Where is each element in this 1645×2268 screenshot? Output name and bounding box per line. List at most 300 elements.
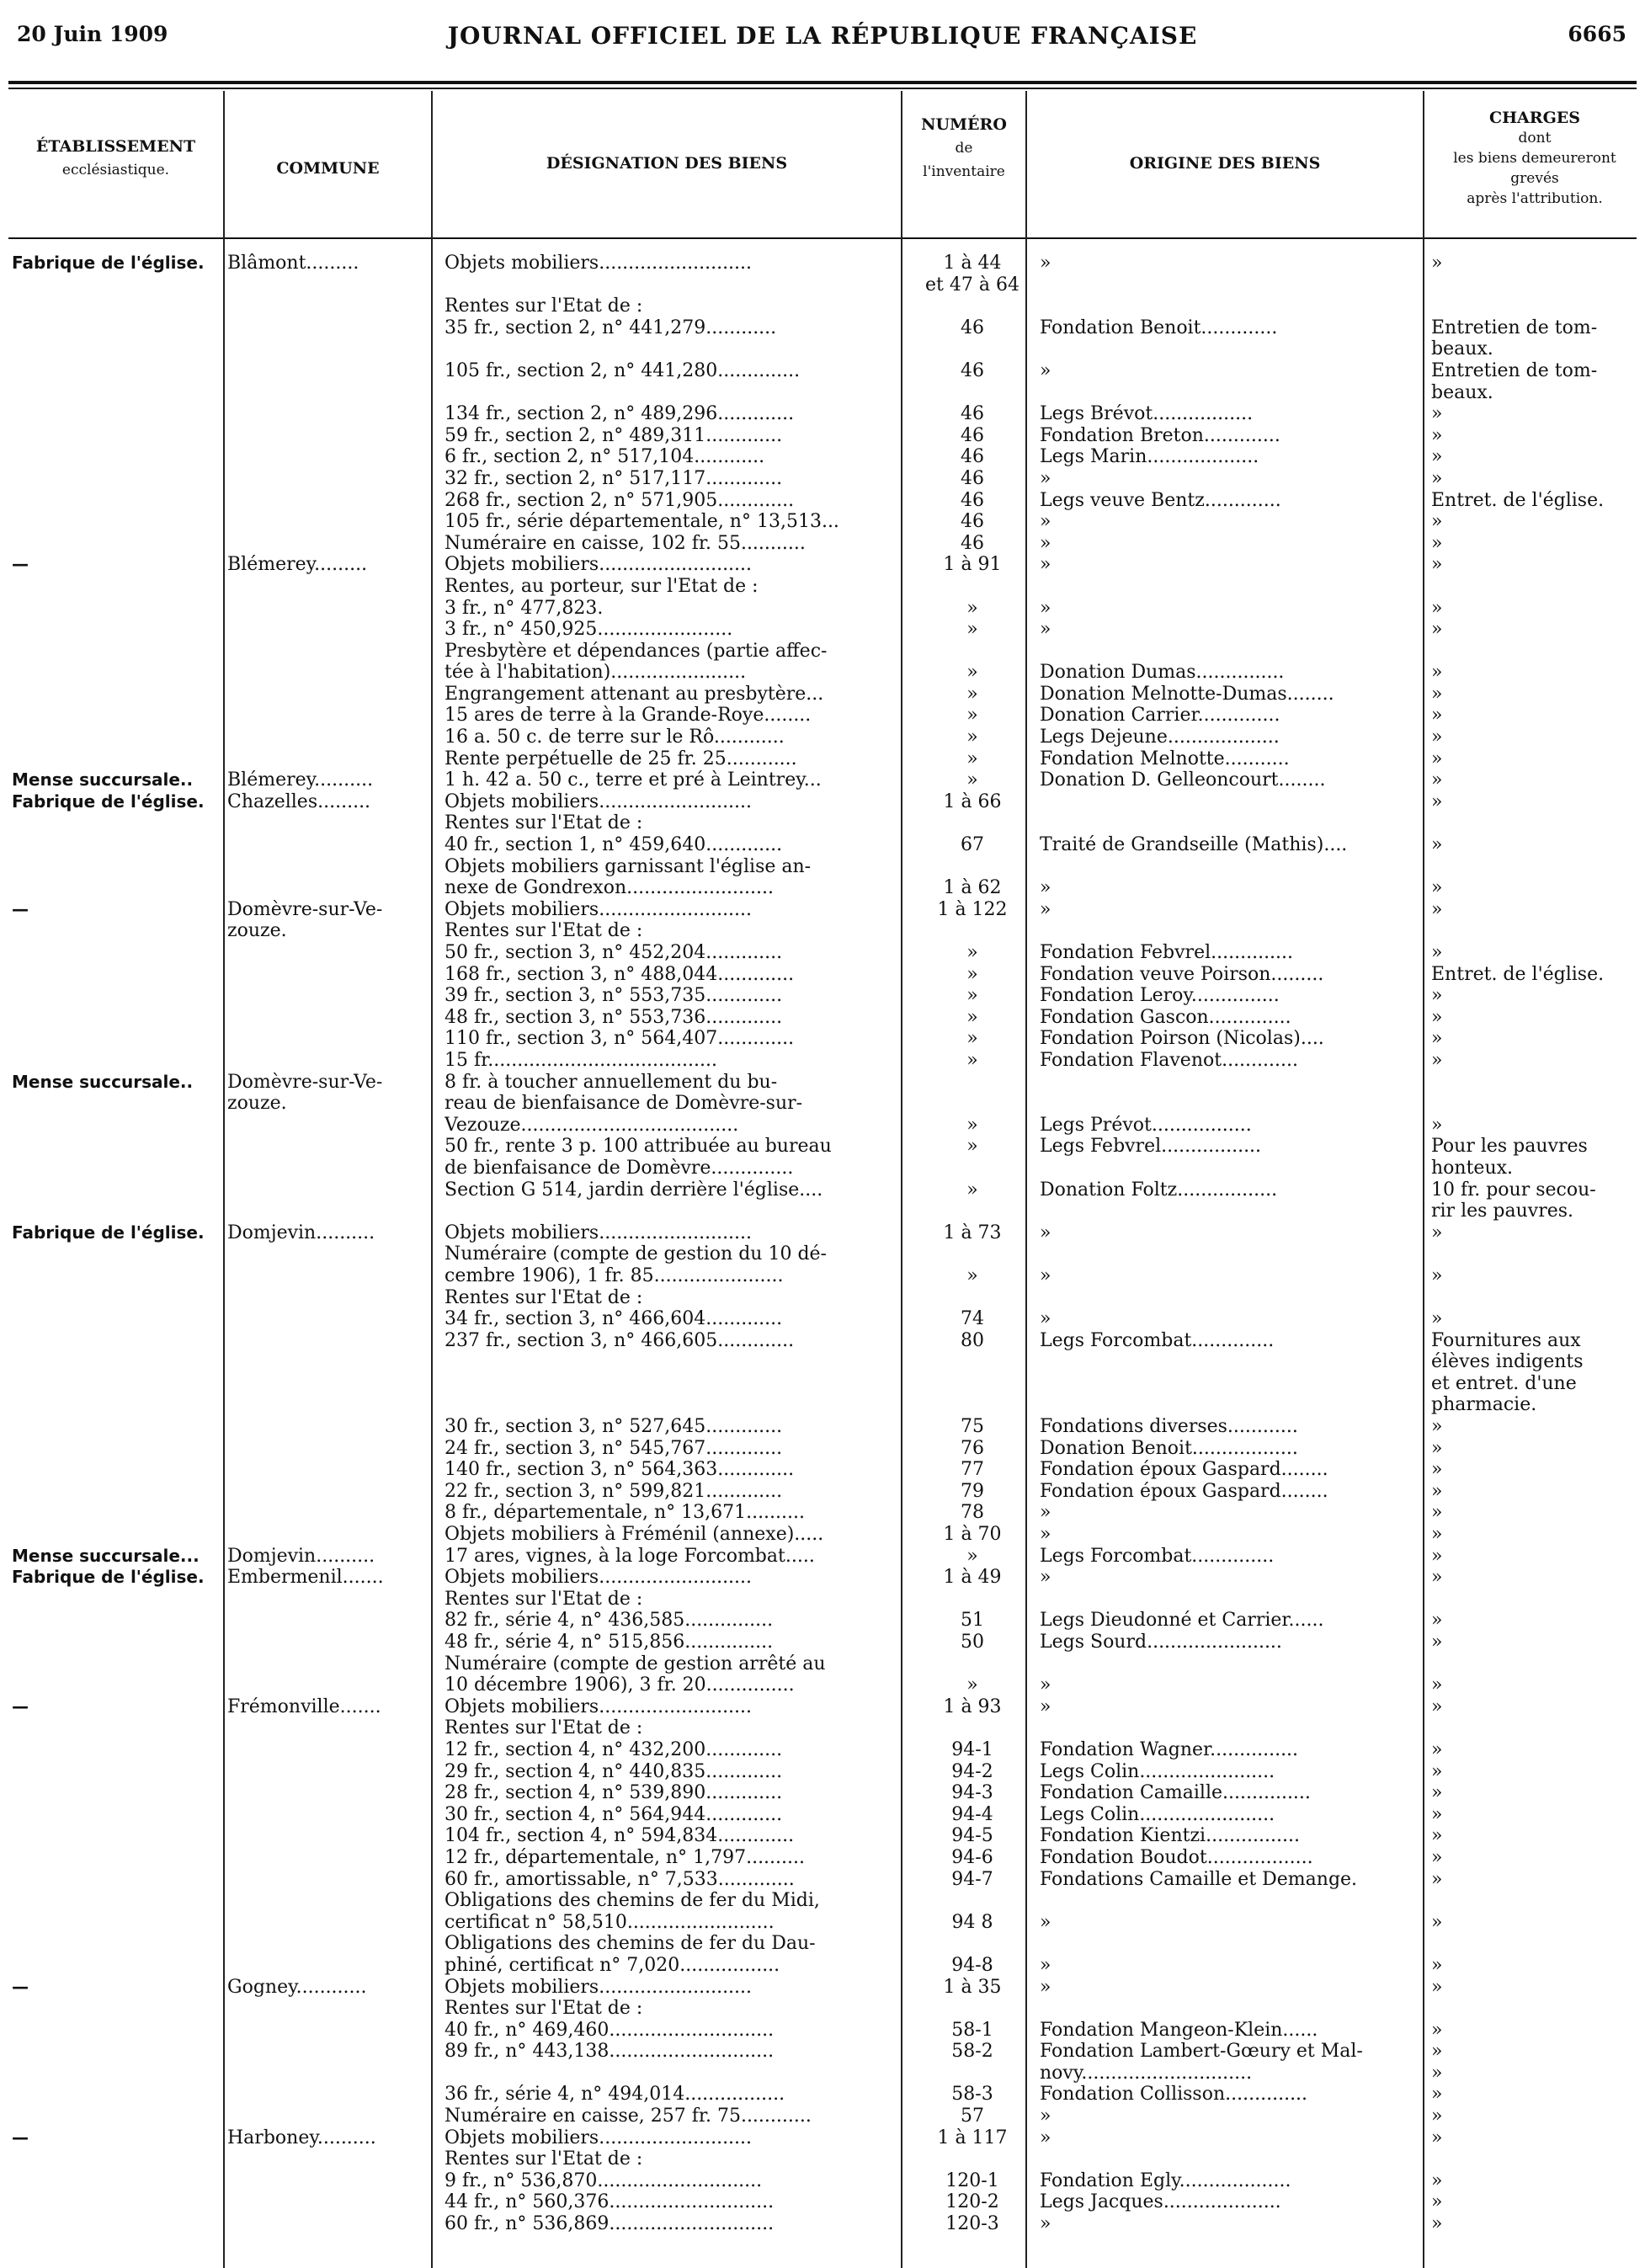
charges-cell: » bbox=[1431, 446, 1443, 468]
designation-cell: 50 fr., rente 3 p. 100 attribuée au bureau bbox=[445, 1136, 832, 1158]
designation-cell: de bienfaisance de Domèvre.............. bbox=[445, 1157, 794, 1179]
charges-cell: » bbox=[1431, 2084, 1443, 2106]
designation-cell: nexe de Gondrexon......................... bbox=[445, 877, 774, 899]
table-row bbox=[0, 1869, 1645, 1891]
charges-cell: » bbox=[1431, 403, 1443, 425]
numero-cell: 46 bbox=[961, 467, 984, 489]
origine-cell: Legs Febvrel................. bbox=[1040, 1136, 1262, 1158]
charges-cell: » bbox=[1431, 1545, 1443, 1567]
table-row bbox=[0, 338, 1645, 360]
origine-cell: Donation Melnotte-Dumas........ bbox=[1040, 683, 1334, 705]
designation-cell: 29 fr., section 4, n° 440,835............. bbox=[445, 1760, 783, 1782]
header-line: DÉSIGNATION DES BIENS bbox=[546, 154, 788, 173]
table-row bbox=[0, 1610, 1645, 1632]
numero-cell: » bbox=[966, 705, 978, 727]
designation-cell: 168 fr., section 3, n° 488,044............. bbox=[445, 963, 795, 985]
numero-cell: 94-4 bbox=[951, 1803, 993, 1825]
header-numero bbox=[902, 113, 1025, 184]
origine-cell: Fondations Camaille et Demange. bbox=[1040, 1868, 1358, 1890]
designation-cell: 15 fr....................................... bbox=[445, 1049, 717, 1071]
designation-cell: 10 décembre 1906), 3 fr. 20............... bbox=[445, 1674, 795, 1696]
numero-cell: 1 à 117 bbox=[937, 2127, 1008, 2148]
designation-cell: Rentes sur l'Etat de : bbox=[445, 2148, 643, 2170]
table-row bbox=[0, 1007, 1645, 1029]
numero-cell: » bbox=[966, 985, 978, 1007]
designation-cell: Objets mobiliers à Fréménil (annexe)..... bbox=[445, 1524, 824, 1546]
etablissement-cell: Fabrique de l'église. bbox=[12, 1222, 205, 1243]
origine-cell: Fondation Camaille............... bbox=[1040, 1782, 1311, 1804]
designation-cell: 8 fr., départementale, n° 13,671.......... bbox=[445, 1502, 806, 1524]
header-line: grevés bbox=[1510, 170, 1559, 187]
numero-cell: » bbox=[966, 963, 978, 985]
designation-cell: Rentes sur l'Etat de : bbox=[445, 1588, 643, 1610]
origine-cell: Legs Dieudonné et Carrier...... bbox=[1040, 1610, 1324, 1632]
charges-cell: » bbox=[1431, 727, 1443, 748]
origine-cell: Fondation époux Gaspard........ bbox=[1040, 1459, 1328, 1481]
table-row bbox=[0, 727, 1645, 748]
charges-cell: » bbox=[1431, 683, 1443, 705]
designation-cell: 40 fr., n° 469,460............................ bbox=[445, 2019, 775, 2041]
designation-cell: 3 fr., n° 477,823. bbox=[445, 597, 604, 619]
designation-cell: 110 fr., section 3, n° 564,407............. bbox=[445, 1028, 795, 1050]
numero-cell: 1 à 93 bbox=[943, 1696, 1002, 1717]
numero-cell: 1 à 44 bbox=[943, 253, 1002, 274]
charges-cell: » bbox=[1431, 1437, 1443, 1459]
table-row bbox=[0, 1998, 1645, 2020]
numero-cell: » bbox=[966, 619, 978, 641]
designation-cell: 105 fr., section 2, n° 441,280.............. bbox=[445, 359, 801, 381]
designation-cell: 50 fr., section 3, n° 452,204............. bbox=[445, 942, 783, 963]
origine-cell: » bbox=[1040, 467, 1051, 489]
numero-cell: » bbox=[966, 1179, 978, 1201]
header-line: dont bbox=[1518, 130, 1552, 146]
designation-cell: Objets mobiliers.......................... bbox=[445, 1696, 753, 1717]
origine-cell: » bbox=[1040, 898, 1051, 920]
charges-cell: Entretien de tom- bbox=[1431, 317, 1598, 338]
designation-cell: 32 fr., section 2, n° 517,117............. bbox=[445, 467, 783, 489]
charges-cell: » bbox=[1431, 619, 1443, 641]
charges-cell: rir les pauvres. bbox=[1431, 1201, 1574, 1222]
origine-cell: Fondation Boudot.................. bbox=[1040, 1846, 1313, 1868]
origine-cell: Fondations diverses............ bbox=[1040, 1416, 1298, 1438]
table-row bbox=[0, 1782, 1645, 1804]
designation-cell: 39 fr., section 3, n° 553,735............. bbox=[445, 985, 783, 1007]
charges-cell: » bbox=[1431, 253, 1443, 274]
charges-cell: » bbox=[1431, 791, 1443, 812]
origine-cell: » bbox=[1040, 1308, 1051, 1330]
etablissement-cell: — bbox=[12, 1696, 29, 1717]
numero-cell: 77 bbox=[961, 1459, 984, 1481]
origine-cell: » bbox=[1040, 2127, 1051, 2148]
charges-cell: » bbox=[1431, 1567, 1443, 1589]
designation-cell: 44 fr., n° 560,376............................ bbox=[445, 2191, 775, 2213]
table-row bbox=[0, 662, 1645, 684]
origine-cell: Legs Marin................... bbox=[1040, 446, 1259, 468]
charges-cell: » bbox=[1431, 597, 1443, 619]
charges-cell: beaux. bbox=[1431, 381, 1493, 403]
table-row bbox=[0, 834, 1645, 856]
commune-cell: Chazelles......... bbox=[227, 791, 371, 812]
designation-cell: 48 fr., section 3, n° 553,736............. bbox=[445, 1006, 783, 1028]
etablissement-cell: — bbox=[12, 554, 29, 575]
designation-cell: Obligations des chemins de fer du Midi, bbox=[445, 1890, 820, 1912]
table-row bbox=[0, 1308, 1645, 1330]
charges-cell: » bbox=[1431, 769, 1443, 791]
numero-cell: 46 bbox=[961, 424, 984, 446]
header-etablissement bbox=[8, 135, 223, 182]
numero-cell: 1 à 66 bbox=[943, 791, 1002, 812]
header-line: ORIGINE DES BIENS bbox=[1129, 154, 1321, 173]
numero-cell: 1 à 62 bbox=[943, 877, 1002, 899]
table-row bbox=[0, 425, 1645, 447]
numero-cell: 94-8 bbox=[951, 1954, 993, 1976]
numero-cell: 94-6 bbox=[951, 1846, 993, 1868]
table-row bbox=[0, 769, 1645, 791]
designation-cell: Rentes sur l'Etat de : bbox=[445, 812, 643, 834]
table-row bbox=[0, 1567, 1645, 1589]
table-row bbox=[0, 2191, 1645, 2213]
charges-cell: » bbox=[1431, 2106, 1443, 2127]
header-designation bbox=[433, 152, 901, 175]
header-line: de bbox=[955, 140, 973, 157]
table-row bbox=[0, 317, 1645, 339]
charges-cell: » bbox=[1431, 898, 1443, 920]
origine-cell: Fondation Breton............. bbox=[1040, 424, 1280, 446]
charges-cell: » bbox=[1431, 1674, 1443, 1696]
numero-cell: » bbox=[966, 769, 978, 791]
numero-cell: 46 bbox=[961, 446, 984, 468]
origine-cell: Fondation Poirson (Nicolas).... bbox=[1040, 1028, 1324, 1050]
etablissement-cell: Mense succursale... bbox=[12, 1545, 200, 1566]
charges-cell: élèves indigents bbox=[1431, 1351, 1584, 1373]
table-row bbox=[0, 641, 1645, 663]
origine-cell: Fondation époux Gaspard........ bbox=[1040, 1480, 1328, 1502]
table-row bbox=[0, 1438, 1645, 1460]
numero-cell: » bbox=[966, 942, 978, 963]
etablissement-cell: Fabrique de l'église. bbox=[12, 1567, 205, 1588]
designation-cell: 237 fr., section 3, n° 466,605............. bbox=[445, 1329, 795, 1351]
origine-cell: novy............................. bbox=[1040, 2062, 1253, 2084]
origine-cell: Legs Sourd....................... bbox=[1040, 1632, 1282, 1653]
table-row bbox=[0, 274, 1645, 296]
designation-cell: 9 fr., n° 536,870............................ bbox=[445, 2170, 763, 2191]
table-row bbox=[0, 1093, 1645, 1115]
numero-cell: 46 bbox=[961, 403, 984, 425]
designation-cell: Objets mobiliers garnissant l'église an- bbox=[445, 855, 812, 877]
numero-cell: » bbox=[966, 1545, 978, 1567]
numero-cell: 120-1 bbox=[945, 2170, 999, 2191]
origine-cell: Legs Forcombat.............. bbox=[1040, 1329, 1275, 1351]
charges-cell: » bbox=[1431, 511, 1443, 533]
table-row bbox=[0, 1696, 1645, 1718]
commune-cell: zouze. bbox=[227, 920, 287, 942]
table-row bbox=[0, 1459, 1645, 1481]
charges-cell: » bbox=[1431, 1803, 1443, 1825]
origine-cell: » bbox=[1040, 1674, 1051, 1696]
charges-cell: » bbox=[1431, 2213, 1443, 2235]
designation-cell: Numéraire (compte de gestion arrêté au bbox=[445, 1653, 826, 1674]
origine-cell: Fondation Egly................... bbox=[1040, 2170, 1291, 2191]
designation-cell: 40 fr., section 1, n° 459,640............. bbox=[445, 834, 783, 856]
table-row bbox=[0, 2106, 1645, 2127]
designation-cell: 48 fr., série 4, n° 515,856............... bbox=[445, 1632, 774, 1653]
table-row bbox=[0, 2213, 1645, 2235]
charges-cell: » bbox=[1431, 1028, 1443, 1050]
table-row bbox=[0, 1761, 1645, 1783]
charges-cell: » bbox=[1431, 2127, 1443, 2148]
table-row bbox=[0, 812, 1645, 834]
origine-cell: Fondation Collisson.............. bbox=[1040, 2084, 1308, 2106]
table-row bbox=[0, 1933, 1645, 1955]
numero-cell: » bbox=[966, 1028, 978, 1050]
table-row bbox=[0, 490, 1645, 512]
table-row bbox=[0, 1222, 1645, 1244]
table-row bbox=[0, 2063, 1645, 2084]
table-row bbox=[0, 1955, 1645, 1977]
designation-cell: Numéraire en caisse, 257 fr. 75............ bbox=[445, 2106, 812, 2127]
designation-cell: Rentes sur l'Etat de : bbox=[445, 920, 643, 942]
designation-cell: Objets mobiliers.......................... bbox=[445, 791, 753, 812]
charges-cell: » bbox=[1431, 1760, 1443, 1782]
table-row bbox=[0, 1804, 1645, 1826]
table-row bbox=[0, 1717, 1645, 1739]
charges-cell: » bbox=[1431, 1610, 1443, 1632]
table-row bbox=[0, 877, 1645, 899]
charges-cell: » bbox=[1431, 1416, 1443, 1438]
numero-cell: 94-3 bbox=[951, 1782, 993, 1804]
table-row bbox=[0, 403, 1645, 425]
designation-cell: 59 fr., section 2, n° 489,311............. bbox=[445, 424, 783, 446]
numero-cell: 120-3 bbox=[945, 2213, 999, 2235]
designation-cell: 6 fr., section 2, n° 517,104............ bbox=[445, 446, 765, 468]
designation-cell: Rentes sur l'Etat de : bbox=[445, 1998, 643, 2020]
charges-cell: » bbox=[1431, 705, 1443, 727]
header-line: après l'attribution. bbox=[1467, 190, 1603, 207]
origine-cell: Fondation veuve Poirson......... bbox=[1040, 963, 1324, 985]
numero-cell: 94 8 bbox=[951, 1911, 993, 1933]
numero-cell: » bbox=[966, 1264, 978, 1286]
designation-cell: 28 fr., section 4, n° 539,890............. bbox=[445, 1782, 783, 1804]
origine-cell: Legs Jacques.................... bbox=[1040, 2191, 1281, 2213]
origine-cell: Fondation Melnotte........... bbox=[1040, 748, 1290, 769]
numero-cell: 46 bbox=[961, 317, 984, 338]
charges-cell: » bbox=[1431, 1264, 1443, 1286]
charges-cell: » bbox=[1431, 1502, 1443, 1524]
designation-cell: 89 fr., n° 443,138............................ bbox=[445, 2041, 775, 2063]
charges-cell: » bbox=[1431, 1459, 1443, 1481]
table-row bbox=[0, 1373, 1645, 1395]
numero-cell: 120-2 bbox=[945, 2191, 999, 2213]
origine-cell: Donation Foltz................. bbox=[1040, 1179, 1278, 1201]
etablissement-cell: — bbox=[12, 2127, 29, 2148]
numero-cell: » bbox=[966, 662, 978, 684]
designation-cell: 34 fr., section 3, n° 466,604............. bbox=[445, 1308, 783, 1330]
page-header bbox=[0, 22, 1645, 56]
charges-cell: » bbox=[1431, 1524, 1443, 1546]
numero-cell: 1 à 73 bbox=[943, 1222, 1002, 1243]
designation-cell: reau de bienfaisance de Domèvre-sur- bbox=[445, 1093, 803, 1115]
charges-cell: » bbox=[1431, 424, 1443, 446]
header-charges bbox=[1424, 108, 1645, 209]
origine-cell: Legs Colin....................... bbox=[1040, 1760, 1275, 1782]
origine-cell: » bbox=[1040, 1524, 1051, 1546]
table-row bbox=[0, 1072, 1645, 1094]
origine-cell: Fondation Benoit............. bbox=[1040, 317, 1278, 338]
table-row bbox=[0, 1201, 1645, 1222]
table-row bbox=[0, 942, 1645, 964]
charges-cell: » bbox=[1431, 1222, 1443, 1243]
origine-cell: Traité de Grandseille (Mathis).... bbox=[1040, 834, 1348, 856]
designation-cell: certificat n° 58,510......................... bbox=[445, 1911, 775, 1933]
origine-cell: » bbox=[1040, 1976, 1051, 1998]
origine-cell: Legs Prévot................. bbox=[1040, 1114, 1252, 1136]
charges-cell: Entretien de tom- bbox=[1431, 359, 1598, 381]
charges-cell: » bbox=[1431, 1825, 1443, 1847]
table-row bbox=[0, 1890, 1645, 1912]
designation-cell: Rentes sur l'Etat de : bbox=[445, 1717, 643, 1739]
table-row bbox=[0, 446, 1645, 468]
designation-cell: tée à l'habitation)....................... bbox=[445, 662, 747, 684]
table-row bbox=[0, 856, 1645, 878]
table-row bbox=[0, 2170, 1645, 2192]
table-row bbox=[0, 468, 1645, 490]
origine-cell: Donation D. Gelleoncourt........ bbox=[1040, 769, 1326, 791]
charges-cell: » bbox=[1431, 877, 1443, 899]
commune-cell: Domjevin.......... bbox=[227, 1545, 375, 1567]
numero-cell: 46 bbox=[961, 511, 984, 533]
table-row bbox=[0, 1481, 1645, 1503]
designation-cell: Numéraire (compte de gestion du 10 dé- bbox=[445, 1243, 827, 1265]
table-row bbox=[0, 1524, 1645, 1546]
charges-cell: » bbox=[1431, 1006, 1443, 1028]
designation-cell: 30 fr., section 4, n° 564,944............. bbox=[445, 1803, 783, 1825]
designation-cell: phiné, certificat n° 7,020................. bbox=[445, 1954, 780, 1976]
table-row bbox=[0, 360, 1645, 382]
commune-cell: Harboney.......... bbox=[227, 2127, 376, 2148]
charges-cell: » bbox=[1431, 1954, 1443, 1976]
table-row bbox=[0, 1050, 1645, 1072]
designation-cell: Rentes sur l'Etat de : bbox=[445, 1286, 643, 1308]
numero-cell: 1 à 35 bbox=[943, 1976, 1002, 1998]
table-row bbox=[0, 964, 1645, 986]
numero-cell: 94-1 bbox=[951, 1738, 993, 1760]
numero-cell: » bbox=[966, 683, 978, 705]
charges-cell: et entret. d'une bbox=[1431, 1372, 1577, 1394]
designation-cell: Objets mobiliers.......................... bbox=[445, 1567, 753, 1589]
table-row bbox=[0, 1632, 1645, 1653]
charges-cell: Entret. de l'église. bbox=[1431, 963, 1605, 985]
charges-cell: » bbox=[1431, 834, 1443, 856]
designation-cell: Objets mobiliers.......................... bbox=[445, 898, 753, 920]
table-row bbox=[0, 554, 1645, 576]
charges-cell: Entret. de l'église. bbox=[1431, 489, 1605, 511]
table-row bbox=[0, 1589, 1645, 1610]
charges-cell: » bbox=[1431, 1846, 1443, 1868]
origine-cell: » bbox=[1040, 877, 1051, 899]
charges-cell: » bbox=[1431, 1480, 1443, 1502]
origine-cell: » bbox=[1040, 1502, 1051, 1524]
numero-cell: 58-2 bbox=[951, 2041, 993, 2063]
designation-cell: Objets mobiliers.......................... bbox=[445, 1976, 753, 1998]
charges-cell: » bbox=[1431, 467, 1443, 489]
etablissement-cell: Fabrique de l'église. bbox=[12, 791, 205, 812]
charges-cell: » bbox=[1431, 554, 1443, 576]
designation-cell: 1 h. 42 a. 50 c., terre et pré à Leintrey... bbox=[445, 769, 822, 791]
origine-cell: » bbox=[1040, 1911, 1051, 1933]
header-line: ecclésiastique. bbox=[61, 162, 170, 178]
origine-cell: » bbox=[1040, 597, 1051, 619]
origine-cell: Legs Dejeune................... bbox=[1040, 727, 1280, 748]
designation-cell: Engrangement attenant au presbytère... bbox=[445, 683, 824, 705]
origine-cell: » bbox=[1040, 359, 1051, 381]
etablissement-cell: Fabrique de l'église. bbox=[12, 253, 205, 273]
origine-cell: Fondation Kientzi................ bbox=[1040, 1825, 1300, 1847]
charges-cell: » bbox=[1431, 1632, 1443, 1653]
charges-cell: » bbox=[1431, 1976, 1443, 1998]
table-row bbox=[0, 1330, 1645, 1352]
table-row bbox=[0, 2041, 1645, 2063]
commune-cell: Domèvre-sur-Ve- bbox=[227, 1071, 383, 1093]
designation-cell: 12 fr., départementale, n° 1,797.......... bbox=[445, 1846, 806, 1868]
designation-cell: 8 fr. à toucher annuellement du bu- bbox=[445, 1071, 778, 1093]
table-row bbox=[0, 791, 1645, 813]
numero-cell: » bbox=[966, 1674, 978, 1696]
designation-cell: 36 fr., série 4, n° 494,014................. bbox=[445, 2084, 785, 2106]
table-row bbox=[0, 1243, 1645, 1265]
charges-cell: » bbox=[1431, 1782, 1443, 1804]
charges-cell: beaux. bbox=[1431, 338, 1493, 360]
numero-cell: 67 bbox=[961, 834, 984, 856]
designation-cell: cembre 1906), 1 fr. 85...................... bbox=[445, 1264, 784, 1286]
commune-cell: Domjevin.......... bbox=[227, 1222, 375, 1243]
designation-cell: 17 ares, vignes, à la loge Forcombat..... bbox=[445, 1545, 815, 1567]
numero-cell: » bbox=[966, 1136, 978, 1158]
commune-cell: Blâmont......... bbox=[227, 253, 359, 274]
inventory-table-body bbox=[0, 253, 1645, 2235]
designation-cell: Rentes, au porteur, sur l'Etat de : bbox=[445, 575, 759, 597]
origine-cell: » bbox=[1040, 619, 1051, 641]
designation-cell: 15 ares de terre à la Grande-Roye........ bbox=[445, 705, 812, 727]
origine-cell: » bbox=[1040, 1696, 1051, 1717]
journal-title: JOURNAL OFFICIEL DE LA RÉPUBLIQUE FRANÇAISE bbox=[447, 22, 1198, 50]
table-row bbox=[0, 920, 1645, 942]
designation-cell: 24 fr., section 3, n° 545,767............. bbox=[445, 1437, 783, 1459]
origine-cell: » bbox=[1040, 1222, 1051, 1243]
numero-cell: » bbox=[966, 597, 978, 619]
table-row bbox=[0, 253, 1645, 274]
commune-cell: Embermenil....... bbox=[227, 1567, 384, 1589]
commune-cell: Frémonville....... bbox=[227, 1696, 381, 1717]
origine-cell: Fondation Lambert-Gœury et Mal- bbox=[1040, 2041, 1363, 2063]
table-row bbox=[0, 619, 1645, 641]
numero-cell: 57 bbox=[961, 2106, 984, 2127]
numero-cell: » bbox=[966, 1006, 978, 1028]
charges-cell: » bbox=[1431, 1696, 1443, 1717]
designation-cell: Vezouze..................................... bbox=[445, 1114, 739, 1136]
table-row bbox=[0, 1394, 1645, 1416]
charges-cell: Pour les pauvres bbox=[1431, 1136, 1588, 1158]
designation-cell: 12 fr., section 4, n° 432,200............. bbox=[445, 1738, 783, 1760]
charges-cell: » bbox=[1431, 1911, 1443, 1933]
commune-cell: Gogney............ bbox=[227, 1976, 367, 1998]
numero-cell: » bbox=[966, 1049, 978, 1071]
numero-cell: 80 bbox=[961, 1329, 984, 1351]
designation-cell: Rentes sur l'Etat de : bbox=[445, 295, 643, 317]
table-row bbox=[0, 1825, 1645, 1847]
commune-cell: Blémerey......... bbox=[227, 554, 368, 576]
designation-cell: Section G 514, jardin derrière l'église.... bbox=[445, 1179, 823, 1201]
table-row bbox=[0, 2084, 1645, 2106]
